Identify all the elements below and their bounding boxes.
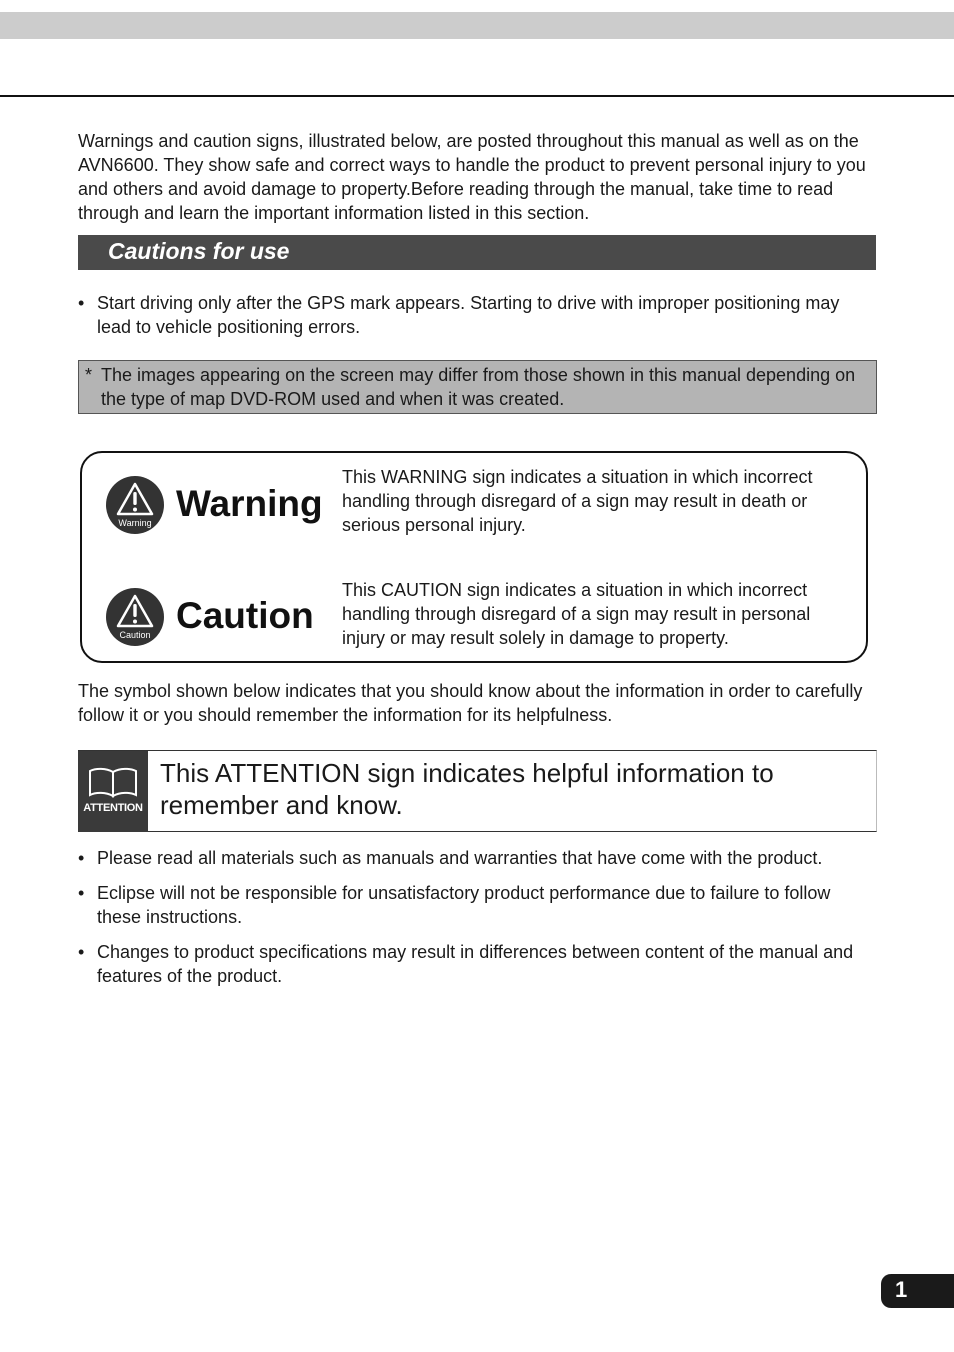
section-heading-text: Cautions for use bbox=[108, 238, 290, 264]
caution-icon bbox=[106, 588, 164, 646]
note-text: The images appearing on the screen may differ from those shown in this manual depending on the type of map DVD-ROM used and when it was created. bbox=[101, 365, 856, 409]
signs-panel bbox=[80, 451, 868, 663]
symbol-explanation: The symbol shown below indicates that you should know about the information in order to carefully follow it or you should remember the information for its helpfulness. bbox=[78, 681, 863, 725]
bullet-dot: • bbox=[78, 883, 85, 903]
list-item-text: Please read all materials such as manuals and warranties that have come with the product. bbox=[97, 848, 823, 868]
list-item-text: Changes to product specifications may result in differences between content of the manual and features of the product. bbox=[97, 942, 854, 986]
caution-row bbox=[82, 565, 866, 655]
page-number: 1 bbox=[895, 1277, 908, 1302]
intro-paragraph: Warnings and caution signs, illustrated below, are posted throughout this manual as well as on the AVN6600. They show safe and correct ways to handle the product to prevent personal injury to you and others and avoid damage to property.Before reading through the manual, take time to read through and learn the important information listed in this section. bbox=[78, 131, 866, 223]
list-item bbox=[78, 291, 878, 339]
warning-row bbox=[82, 453, 866, 543]
list-item bbox=[78, 846, 878, 870]
warning-description: This WARNING sign indicates a situation in which incorrect handling through disregard of a sign may result in death or serious personal injury. bbox=[342, 467, 813, 535]
attention-box bbox=[78, 750, 877, 832]
header-rule bbox=[0, 95, 954, 97]
bullet-dot: • bbox=[78, 942, 85, 962]
attention-icon bbox=[78, 751, 148, 832]
bullet-dot: • bbox=[78, 848, 85, 868]
attention-text: This ATTENTION sign indicates helpful information to remember and know. bbox=[160, 758, 774, 820]
attention-icon-label: ATTENTION bbox=[83, 802, 143, 814]
section-heading-cautions bbox=[78, 235, 876, 270]
header-band bbox=[0, 12, 954, 39]
caution-icon-label: Caution bbox=[119, 630, 151, 640]
list-item bbox=[78, 881, 878, 929]
page-number-tab bbox=[881, 1274, 954, 1308]
note-marker: * bbox=[85, 365, 93, 385]
warning-title: Warning bbox=[176, 483, 323, 524]
bullet-dot: • bbox=[78, 293, 85, 313]
caution-title: Caution bbox=[176, 595, 314, 636]
list-item bbox=[78, 940, 878, 988]
list-item-text: Start driving only after the GPS mark appears. Starting to drive with improper positioning may lead to vehicle positioning errors. bbox=[97, 293, 840, 337]
warning-icon-label: Warning bbox=[118, 518, 152, 528]
note-box bbox=[78, 360, 877, 414]
caution-description: This CAUTION sign indicates a situation in which incorrect handling through disregard of a sign may result in personal injury or may result solely in damage to property. bbox=[342, 580, 811, 648]
warning-icon bbox=[106, 476, 164, 534]
book-icon bbox=[86, 765, 140, 799]
list-item-text: Eclipse will not be responsible for unsatisfactory product performance due to failure to follow these instructions. bbox=[97, 883, 831, 927]
